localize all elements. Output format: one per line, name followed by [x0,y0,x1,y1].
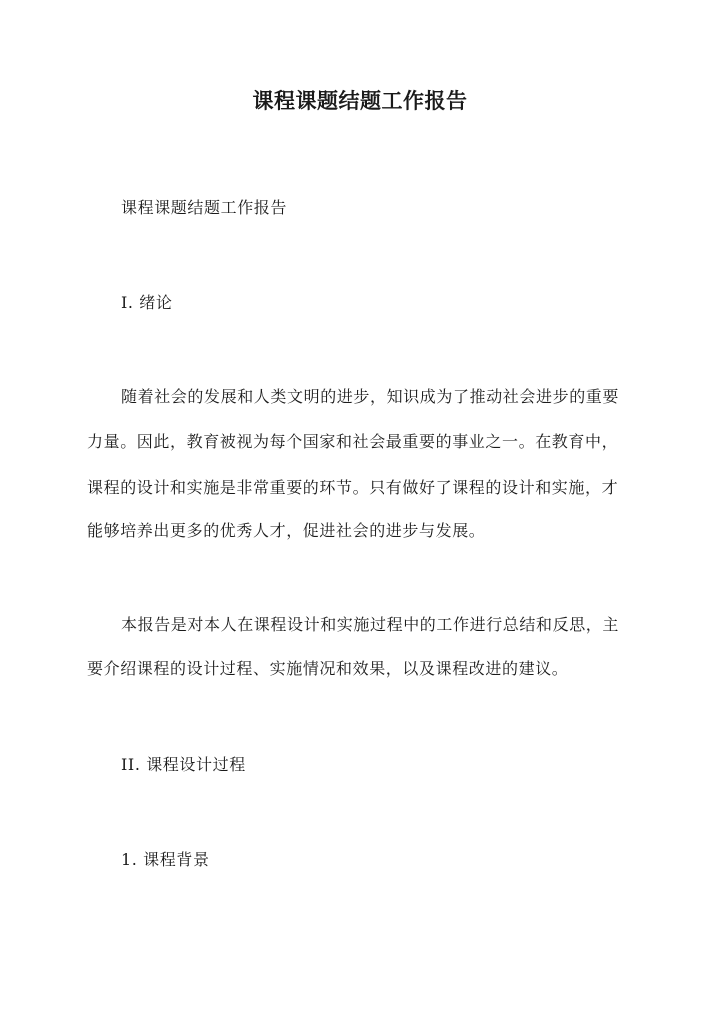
document-subtitle: 课程课题结题工作报告 [121,198,288,217]
paragraph-line: 课程的设计和实施是非常重要的环节。只有做好了课程的设计和实施，才 [87,478,619,497]
section-heading-introduction: I. 绪论 [121,293,173,312]
paragraph-line: 能够培养出更多的优秀人才，促进社会的进步与发展。 [87,521,486,540]
paragraph-line: 本报告是对本人在课程设计和实施过程中的工作进行总结和反思，主 [121,615,620,634]
paragraph-line: 要介绍课程的设计过程、实施情况和效果，以及课程改进的建议。 [87,659,569,678]
subsection-heading-course-background: 1. 课程背景 [121,850,210,869]
section-heading-course-design: II. 课程设计过程 [121,755,246,774]
paragraph-line: 随着社会的发展和人类文明的进步，知识成为了推动社会进步的重要 [121,387,620,406]
paragraph-line: 力量。因此，教育被视为每个国家和社会最重要的事业之一。在教育中， [87,432,619,451]
document-title: 课程课题结题工作报告 [252,88,468,113]
